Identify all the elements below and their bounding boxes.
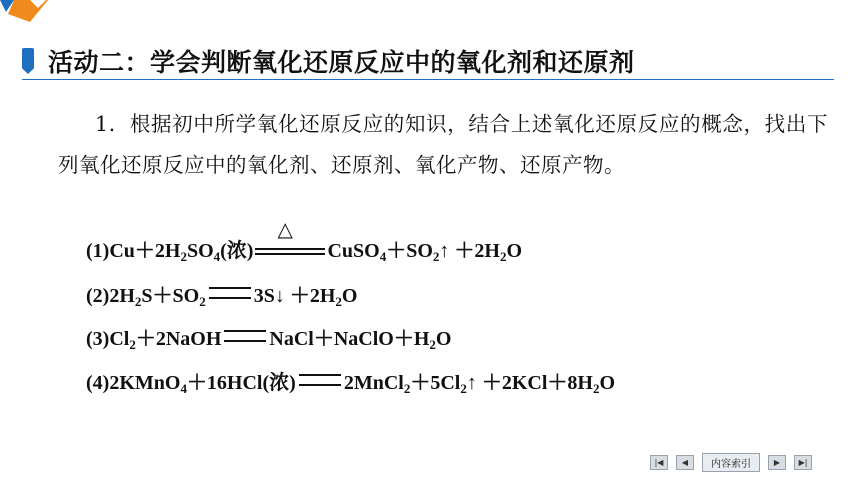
heat-triangle-icon: △ xyxy=(277,219,293,241)
next-icon[interactable]: ▶ xyxy=(768,455,786,470)
corner-logo xyxy=(0,0,60,24)
section-title: 活动二：学会判断氧化还原反应中的氧化剂和还原剂 xyxy=(48,48,635,77)
header-divider xyxy=(22,79,834,80)
content-index-button[interactable]: 内容索引 xyxy=(702,453,760,472)
equals-sign xyxy=(209,287,251,299)
heating-condition-arrow xyxy=(255,219,325,261)
equation-4: (4)2KMnO$_4$＋16HCl(浓) $2MnCl_2+5Cl_2↑ +2KCl+8H_2O$ xyxy=(86,372,616,396)
skip-back-icon[interactable]: |◀ xyxy=(650,455,668,470)
equals-sign xyxy=(224,330,266,342)
slide-navigation xyxy=(650,453,812,472)
instruction-paragraph: 1．根据初中所学氧化还原反应的知识，结合上述氧化还原反应的概念，找出下列氧化还原反应中的氧化剂、还原剂、氧化产物、还原产物。 xyxy=(58,112,828,177)
prev-icon[interactable]: ◀ xyxy=(676,455,694,470)
bookmark-icon xyxy=(22,48,34,74)
equation-3: $(3)Cl_2+2NaOH$ $NaCl+NaClO+H_2O$ xyxy=(86,328,452,352)
equals-sign xyxy=(299,374,341,386)
equation-2: $(2)2H_2S+SO_2$ 3S↓ $+2H_2O$ xyxy=(86,285,358,309)
skip-forward-icon[interactable]: ▶| xyxy=(794,455,812,470)
equation-1: $(1)Cu+2H_2SO_4$(浓) △ $CuSO_4+SO_2↑ +2H_2O$ xyxy=(86,219,523,264)
section-header xyxy=(22,44,635,78)
